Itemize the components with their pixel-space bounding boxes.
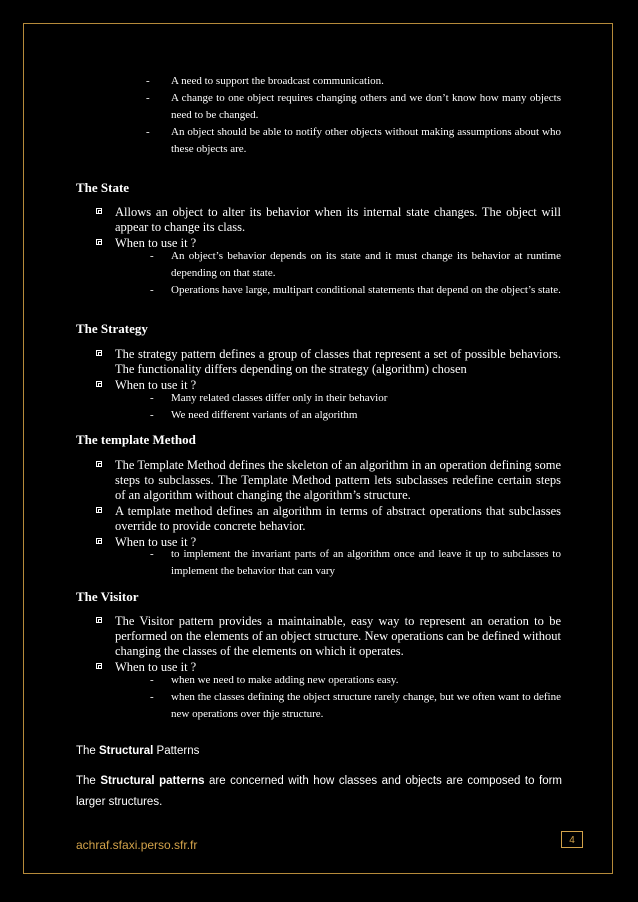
strategy-bullets <box>96 347 561 394</box>
section-title-strategy: The Strategy <box>76 321 148 336</box>
bullet-item: When to use it ? <box>96 378 561 393</box>
checkbox-bullet-icon <box>96 208 102 214</box>
list-item: - when we need to make adding new operations easy. <box>150 674 399 686</box>
list-item: - A change to one object requires changing others and we don’t know how many objects need to be changed. <box>146 92 561 121</box>
state-bullets <box>96 205 561 252</box>
template-bullets <box>96 458 561 551</box>
section-title-visitor: The Visitor <box>76 589 139 604</box>
structural-patterns-description: The Structural patterns are concerned with how classes and objects are composed to form larger structures. <box>76 775 562 808</box>
list-item: - to implement the invariant parts of an algorithm once and leave it up to subclasses to implement the behavior that can vary <box>150 548 561 577</box>
list-item: - A need to support the broadcast communication. <box>146 75 384 87</box>
checkbox-bullet-icon <box>96 617 102 623</box>
template-uses <box>150 546 561 580</box>
footer-url: achraf.sfaxi.perso.sfr.fr <box>76 838 198 852</box>
structural-patterns-title: The Structural Patterns <box>76 745 200 757</box>
bullet-item: The strategy pattern defines a group of classes that represent a set of possible behaviors. The functionality differs depending on the strategy (algorithm) chosen <box>96 347 561 377</box>
bullet-item: The Visitor pattern provides a maintainable, easy way to represent an oeration to be performed on the elements of an object structure. New operations can be defined without changing the classes of the elements on which it operates. <box>96 614 561 659</box>
checkbox-bullet-icon <box>96 507 102 513</box>
visitor-uses <box>150 672 561 723</box>
bullet-item: A template method defines an algorithm in terms of abstract operations that subclasses override to provide concrete behavior. <box>96 504 561 534</box>
visitor-bullets <box>96 614 561 676</box>
bullet-item: When to use it ? <box>96 660 561 675</box>
list-item: - when the classes defining the object structure rarely change, but we often want to define new operations over thje structure. <box>150 691 561 720</box>
page-number: 4 <box>561 831 583 848</box>
bullet-item: When to use it ? <box>96 535 561 550</box>
checkbox-bullet-icon <box>96 239 102 245</box>
checkbox-bullet-icon <box>96 381 102 387</box>
checkbox-bullet-icon <box>96 350 102 356</box>
list-item: - Many related classes differ only in their behavior <box>150 392 388 404</box>
bullet-item: When to use it ? <box>96 236 561 251</box>
checkbox-bullet-icon <box>96 663 102 669</box>
state-uses <box>150 248 561 299</box>
intro-list <box>146 73 561 158</box>
list-item: - An object’s behavior depends on its state and it must change its behavior at runtime depending on that state. <box>150 250 561 279</box>
list-item: - An object should be able to notify other objects without making assumptions about who these objects are. <box>146 126 561 155</box>
checkbox-bullet-icon <box>96 538 102 544</box>
bullet-item: Allows an object to alter its behavior when its internal state changes. The object will appear to change its class. <box>96 205 561 235</box>
checkbox-bullet-icon <box>96 461 102 467</box>
section-title-template-method: The template Method <box>76 432 196 447</box>
section-title-state: The State <box>76 180 130 195</box>
list-item: - We need different variants of an algorithm <box>150 409 358 421</box>
bullet-item: The Template Method defines the skeleton of an algorithm in an operation defining some steps to subclasses. The Template Method pattern lets subclasses redefine certain steps of an algorithm without changing the algorithm’s structure. <box>96 458 561 503</box>
strategy-uses <box>150 390 561 424</box>
list-item: - Operations have large, multipart conditional statements that depend on the object’s state. <box>150 284 561 296</box>
